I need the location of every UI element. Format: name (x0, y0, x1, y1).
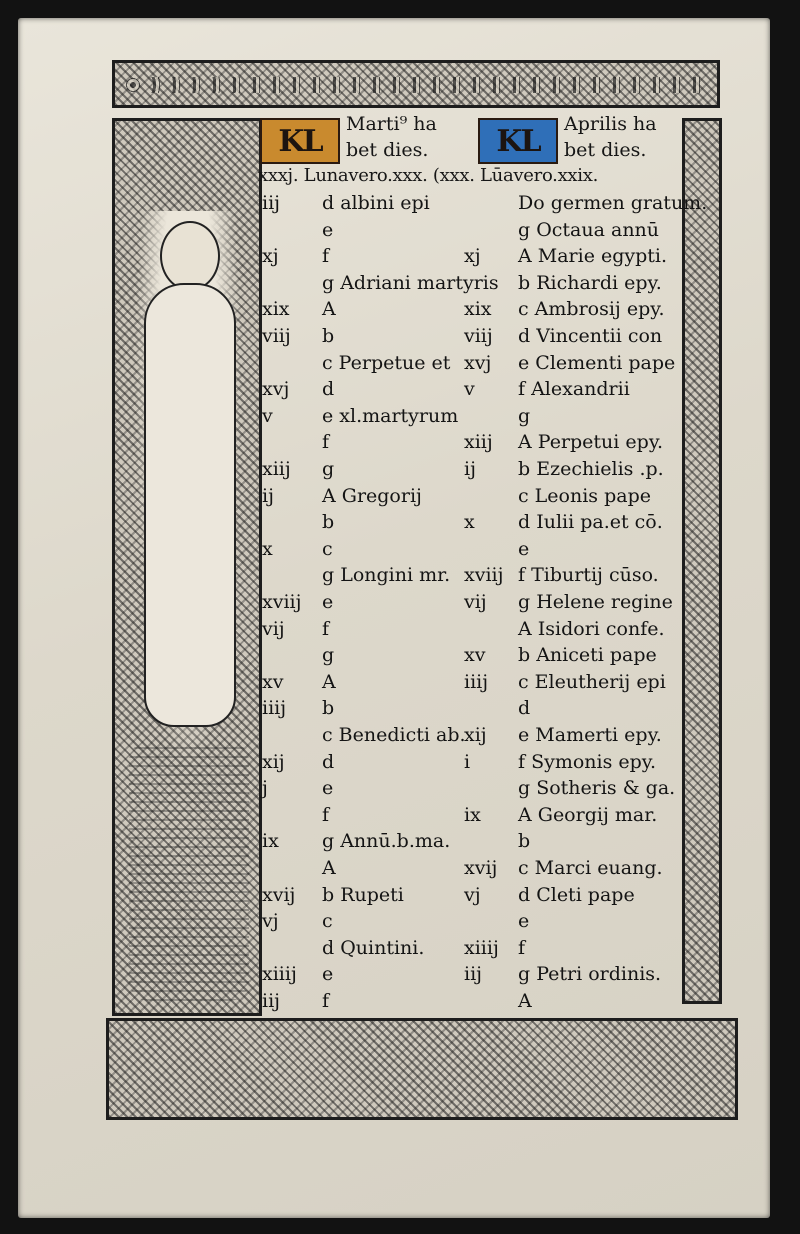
april-title-line-2: bet dies. (564, 139, 647, 161)
march-day-entry: g Adriani martyris (322, 271, 499, 294)
calendar-row (262, 961, 680, 987)
calendar-row (262, 802, 680, 828)
april-day-entry: A Georgij mar. (518, 803, 658, 826)
march-golden-number: vij (262, 617, 285, 640)
march-golden-number: viij (262, 325, 291, 347)
march-day-entry: c Perpetue et (322, 351, 451, 374)
march-golden-number: iiij (262, 697, 287, 720)
april-day-entry: c Ambrosij epy. (518, 298, 665, 321)
april-golden-number: xix (464, 298, 492, 321)
figure-head (160, 221, 220, 291)
april-golden-number: xiiij (464, 936, 499, 959)
march-day-entry: d (322, 750, 335, 773)
calendar-row (262, 456, 680, 482)
march-day-entry: g Longini mr. (322, 564, 451, 587)
calendar-row (262, 483, 680, 509)
april-day-entry: g Petri ordinis. (518, 963, 662, 986)
figure-body (144, 283, 236, 727)
march-day-entry: A (322, 857, 336, 879)
calendar-row (262, 642, 680, 668)
march-day-entry: g (322, 458, 335, 480)
march-day-entry: b (322, 697, 335, 720)
april-golden-number: ij (464, 458, 476, 480)
april-golden-number: vj (464, 883, 481, 906)
april-golden-number: iiij (464, 670, 489, 693)
calendar-row (262, 882, 680, 908)
march-golden-number: xix (262, 298, 290, 321)
april-day-entry: e (518, 910, 530, 933)
april-golden-number: viij (464, 325, 493, 347)
april-day-entry: Do germen gratum. (518, 192, 708, 214)
april-day-entry: A Isidori confe. (518, 617, 665, 640)
march-day-entry: g (322, 644, 335, 667)
march-golden-number: j (262, 777, 268, 800)
april-golden-number: vij (464, 591, 487, 613)
march-golden-number: vj (262, 910, 279, 933)
march-golden-number: v (262, 404, 273, 427)
april-day-entry: c Eleutherij epi (518, 670, 666, 693)
april-golden-number: xiij (464, 431, 493, 454)
march-day-entry: c (322, 537, 333, 560)
calendar-row (262, 403, 680, 429)
april-golden-number: xj (464, 245, 481, 268)
calendar-row (262, 296, 680, 322)
march-golden-number: x (262, 537, 273, 560)
april-day-entry: d Iulii pa.et cō. (518, 511, 663, 534)
march-day-entry: c Benedicti ab. (322, 724, 466, 746)
march-golden-number: xvj (262, 378, 290, 401)
april-golden-number: x (464, 511, 475, 534)
luna-line: xxxj. Lunavero.xxx. (xxx. Lūavero.xxix. (258, 165, 599, 186)
april-day-entry: e Mamerti epy. (518, 724, 662, 746)
calendar-row (262, 988, 680, 1014)
april-golden-number: v (464, 378, 475, 401)
april-golden-number: iij (464, 963, 483, 986)
april-day-entry: b Ezechielis .p. (518, 458, 664, 480)
april-day-entry: f Tiburtij cūso. (518, 564, 659, 587)
march-day-entry: d albini epi (322, 192, 430, 214)
march-day-entry: d Quintini. (322, 936, 425, 959)
march-day-entry: b (322, 511, 335, 534)
april-day-entry: e Clementi pape (518, 351, 676, 374)
calendar-row (262, 828, 680, 854)
april-day-entry: b (518, 830, 531, 853)
calendar-row (262, 562, 680, 588)
calendar-row (262, 589, 680, 615)
march-day-entry: e xl.martyrum (322, 404, 459, 427)
march-day-entry: e (322, 218, 334, 241)
calendar-row (262, 722, 680, 748)
march-kl-initial: KL (260, 118, 340, 164)
calendar-row (262, 243, 680, 269)
april-day-entry: g Sotheris & ga. (518, 777, 676, 800)
march-golden-number: ij (262, 484, 274, 507)
calendar-row (262, 376, 680, 402)
march-day-entry: e (322, 591, 334, 613)
march-golden-number: ix (262, 830, 279, 853)
april-day-entry: g Octaua annū (518, 218, 660, 241)
march-golden-number: xiij (262, 458, 291, 480)
march-day-entry: b Rupeti (322, 883, 404, 906)
calendar-row (262, 908, 680, 934)
april-day-entry: d Cleti pape (518, 883, 635, 906)
calendar-row (262, 509, 680, 535)
calendar-row (262, 270, 680, 296)
calendar-row (262, 217, 680, 243)
march-golden-number: xij (262, 750, 285, 773)
april-golden-number: xvij (464, 857, 498, 879)
april-golden-number: xvj (464, 351, 492, 374)
calendar-row (262, 616, 680, 642)
calendar-row (262, 775, 680, 801)
march-day-entry: d (322, 378, 335, 401)
march-day-entry: f (322, 431, 330, 454)
april-day-entry: A Perpetui epy. (518, 431, 664, 454)
april-day-entry: g (518, 404, 531, 427)
march-golden-number: xv (262, 670, 284, 693)
calendar-row (262, 855, 680, 881)
calendar-row (262, 429, 680, 455)
bottom-ornamental-border (106, 1018, 738, 1120)
april-kl-initial: KL (478, 118, 558, 164)
right-foliage-border (682, 118, 722, 1004)
april-day-entry: f Symonis epy. (518, 750, 657, 773)
march-day-entry: e (322, 777, 334, 800)
calendar-row (262, 350, 680, 376)
march-day-entry: A (322, 670, 336, 693)
march-day-entry: c (322, 910, 333, 933)
march-golden-number: iij (262, 192, 281, 214)
april-day-entry: d Vincentii con (518, 325, 663, 347)
march-day-entry: A Gregorij (322, 484, 422, 507)
april-golden-number: xij (464, 724, 487, 746)
april-title-line-1: Aprilis ha (564, 113, 657, 135)
death-skeleton-figure (129, 741, 249, 1001)
april-day-entry: b Aniceti pape (518, 644, 657, 667)
april-golden-number: xv (464, 644, 486, 667)
calendar-row (262, 669, 680, 695)
calendar-row (262, 695, 680, 721)
april-day-entry: b Richardi epy. (518, 271, 662, 294)
april-day-entry: A (518, 990, 532, 1012)
calendar-row (262, 536, 680, 562)
april-golden-number: ix (464, 803, 481, 826)
calendar-row (262, 935, 680, 961)
march-golden-number: xvij (262, 883, 296, 906)
woodcut-panel-eve-and-death (112, 118, 262, 1016)
march-day-entry: f (322, 803, 330, 826)
march-day-entry: f (322, 245, 330, 268)
calendar-row (262, 749, 680, 775)
april-day-entry: c Marci euang. (518, 857, 663, 879)
calendar-row (262, 190, 708, 216)
march-title-line-2: bet dies. (346, 139, 429, 161)
march-golden-number: iij (262, 990, 281, 1012)
march-golden-number: xiiij (262, 963, 297, 986)
april-day-entry: e (518, 537, 530, 560)
march-golden-number: xviij (262, 591, 302, 613)
march-day-entry: g Annū.b.ma. (322, 830, 451, 853)
april-day-entry: f (518, 936, 526, 959)
march-day-entry: f (322, 990, 330, 1012)
top-ornamental-border (112, 60, 720, 108)
march-day-entry: b (322, 325, 335, 347)
march-title-line-1: Marti⁹ ha (346, 113, 437, 135)
eve-figure (135, 211, 241, 771)
april-day-entry: c Leonis pape (518, 484, 651, 507)
calendar-row (262, 323, 680, 349)
march-day-entry: f (322, 617, 330, 640)
april-golden-number: xviij (464, 564, 504, 587)
april-day-entry: f Alexandrii (518, 378, 630, 401)
march-day-entry: e (322, 963, 334, 986)
march-golden-number: xj (262, 245, 279, 268)
april-golden-number: i (464, 750, 471, 773)
april-day-entry: g Helene regine (518, 591, 673, 613)
april-day-entry: d (518, 697, 531, 720)
april-day-entry: A Marie egypti. (518, 245, 668, 268)
march-day-entry: A (322, 298, 336, 321)
